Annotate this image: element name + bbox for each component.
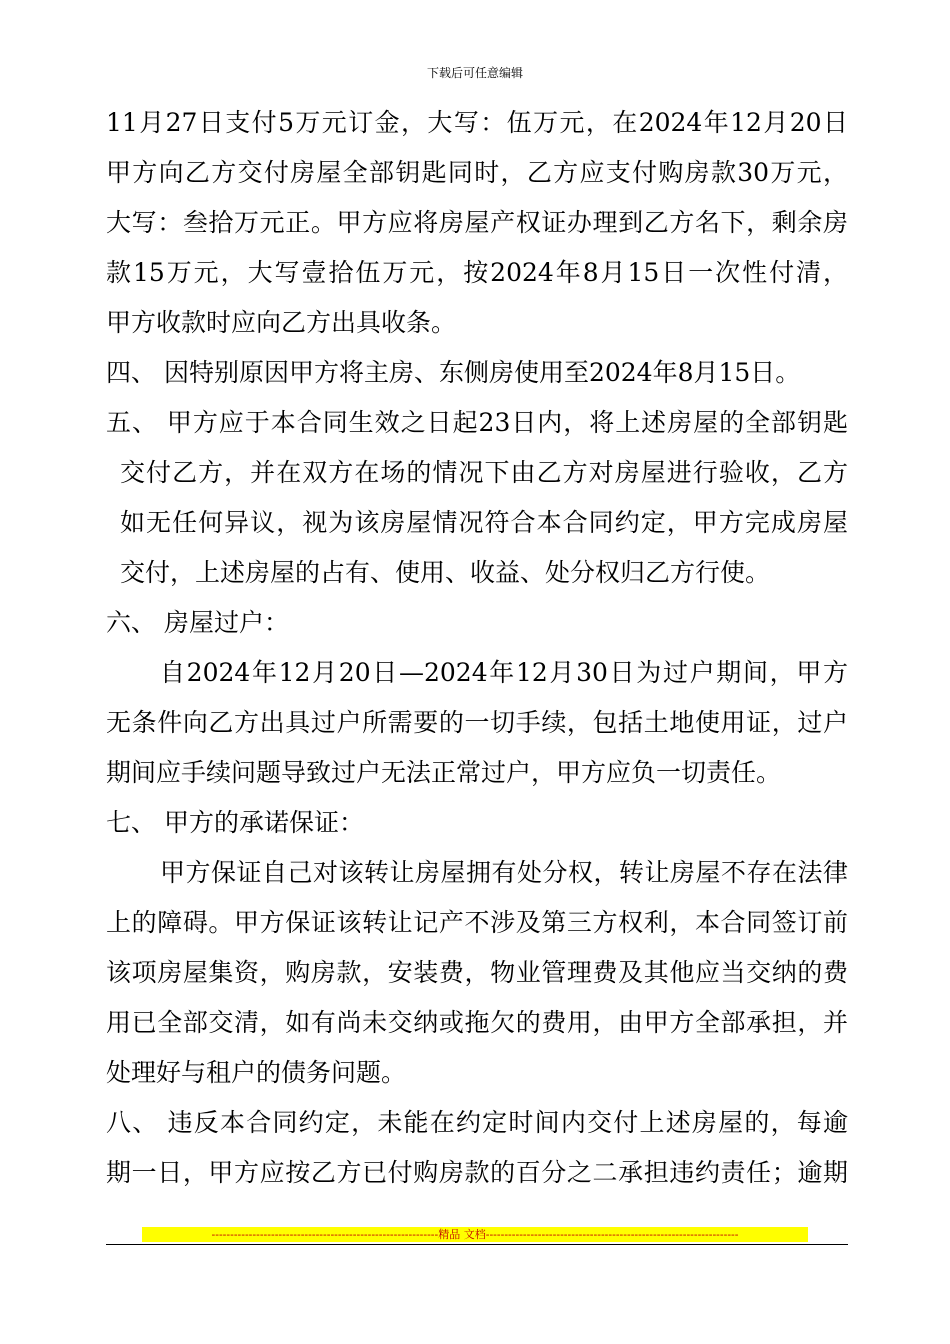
text-line: 甲方收款时应向乙方出具收条。 — [106, 308, 457, 337]
text-line: 11月27日支付5万元订金，大写：伍万元，在2024年12月20日 — [106, 108, 848, 137]
page-header: 下载后可任意编辑 — [426, 66, 523, 80]
text-line: 甲方向乙方交付房屋全部钥匙同时，乙方应支付购房款30万元， — [106, 158, 848, 187]
text-line: 自2024年12月20日—2024年12月30日为过户期间，甲方 — [160, 658, 848, 687]
text-line: 如无任何异议，视为该房屋情况符合本合同约定，甲方完成房屋 — [120, 508, 848, 537]
text-line: 交付乙方，并在双方在场的情况下由乙方对房屋进行验收，乙方 — [120, 458, 848, 487]
text-line: 用已全部交清，如有尚未交纳或拖欠的费用，由甲方全部承担，并 — [106, 1008, 848, 1037]
text-line: 该项房屋集资，购房款，安装费，物业管理费及其他应当交纳的费 — [106, 958, 848, 987]
clause-four — [106, 348, 848, 398]
clause-six-body — [106, 648, 848, 798]
text-line: 无条件向乙方出具过户所需要的一切手续，包括土地使用证，过户 — [106, 708, 848, 737]
text-line: 期间应手续问题导致过户无法正常过户，甲方应负一切责任。 — [106, 758, 782, 787]
text-line: 甲方保证自己对该转让房屋拥有处分权，转让房屋不存在法律 — [160, 858, 848, 887]
paragraph-payment-terms — [106, 98, 848, 348]
text-line: 款15万元，大写壹拾伍万元，按2024年8月15日一次性付清， — [106, 258, 848, 287]
text-line: 五、 甲方应于本合同生效之日起23日内，将上述房屋的全部钥匙 — [106, 408, 848, 437]
footer-banner: -------------------------------------------------------------精品 文档-------------------------------------------------------------------- — [142, 1227, 808, 1242]
text-line: 八、 违反本合同约定，未能在约定时间内交付上述房屋的，每逾 — [106, 1108, 848, 1137]
clause-seven-body — [106, 848, 848, 1098]
text-line: 六、 房屋过户： — [106, 608, 289, 637]
text-line: 四、 因特别原因甲方将主房、东侧房使用至2024年8月15日。 — [106, 358, 801, 387]
text-line: 处理好与租户的债务问题。 — [106, 1058, 407, 1087]
clause-five — [106, 398, 848, 598]
clause-six-heading — [106, 598, 848, 648]
footer-divider — [106, 1244, 848, 1245]
clause-seven-heading — [106, 798, 848, 848]
clause-eight — [106, 1098, 848, 1198]
text-line: 交付，上述房屋的占有、使用、收益、处分权归乙方行使。 — [120, 558, 771, 587]
text-line: 七、 甲方的承诺保证： — [106, 808, 364, 837]
text-line: 大写：叁拾万元正。甲方应将房屋产权证办理到乙方名下，剩余房 — [106, 208, 848, 237]
text-line: 上的障碍。甲方保证该转让记产不涉及第三方权利，本合同签订前 — [106, 908, 848, 937]
text-line: 期一日，甲方应按乙方已付购房款的百分之二承担违约责任；逾期 — [106, 1158, 848, 1187]
document-body — [106, 98, 848, 1198]
